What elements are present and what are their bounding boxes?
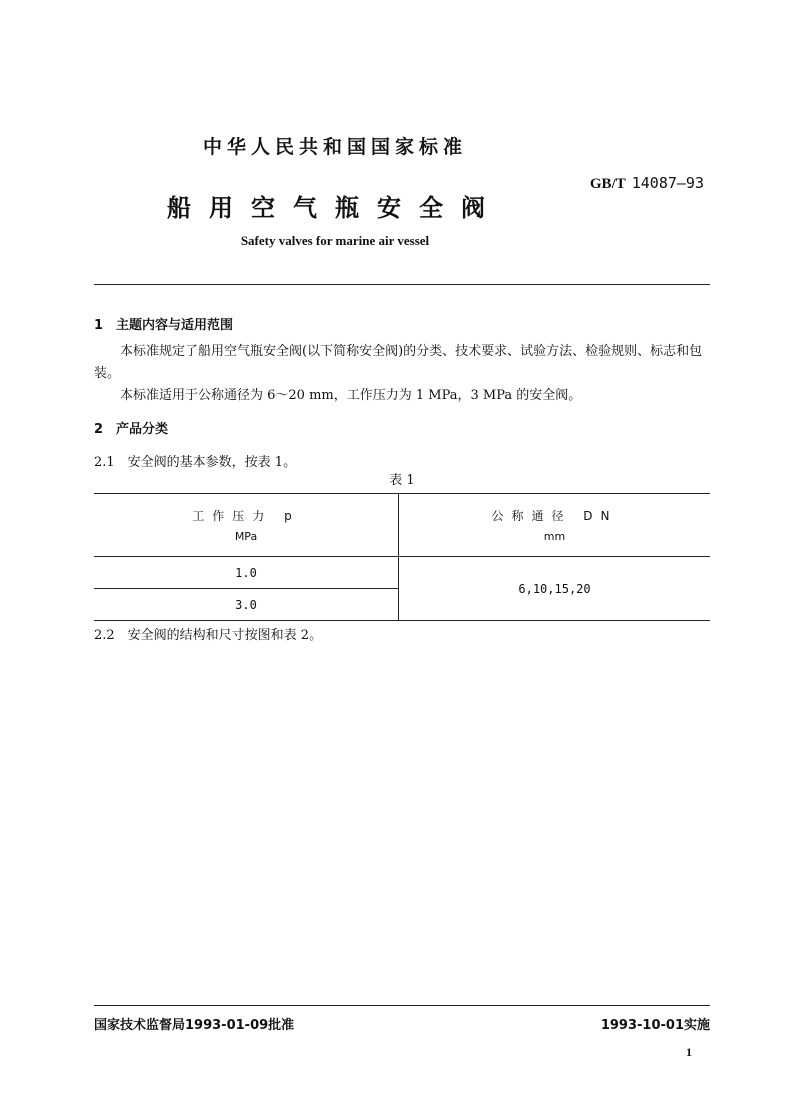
pressure-value: 1.0	[94, 557, 399, 589]
pressure-unit: MPa	[234, 530, 258, 543]
standard-code: 14087—93	[631, 174, 704, 192]
section-1-paragraph-2: 本标准适用于公称通径为 6～20 mm，工作压力为 1 MPa，3 MPa 的安全阀。	[120, 388, 582, 403]
standard-prefix: GB/T	[589, 176, 626, 192]
section-1-heading: 1 主题内容与适用范围	[94, 318, 234, 333]
table-header-pressure	[94, 494, 399, 557]
section-2-heading: 2 产品分类	[94, 422, 169, 437]
document-title-english: Safety valves for marine air vessel	[240, 233, 430, 248]
table-1-caption: 表 1	[389, 473, 415, 488]
footer-rule	[94, 1005, 710, 1006]
approval-date: 国家技术监督局1993-01-09批准	[94, 1018, 295, 1033]
diameter-header-label: 公称通径 DN	[491, 509, 618, 523]
pressure-header-label: 工作压力 p	[192, 509, 300, 523]
section-2-2: 2.2 安全阀的结构和尺寸按图和表 2。	[94, 628, 323, 643]
section-2-1: 2.1 安全阀的基本参数，按表 1。	[94, 455, 297, 470]
diameter-unit: mm	[543, 530, 566, 543]
page-number: 1	[686, 1045, 692, 1059]
pressure-value: 3.0	[94, 589, 399, 621]
national-standard-heading: 中华人民共和国国家标准	[202, 136, 467, 158]
document-title: 船用空气瓶安全阀	[167, 194, 503, 222]
table-header-diameter	[399, 494, 711, 557]
section-1-paragraph-1: 本标准规定了船用空气瓶安全阀(以下简称安全阀)的分类、技术要求、试验方法、检验规则、标志和包装。	[94, 344, 703, 381]
header-rule	[94, 284, 710, 285]
effective-date: 1993-10-01实施	[600, 1018, 710, 1033]
diameter-values: 6,10,15,20	[399, 557, 711, 621]
table-row	[94, 557, 710, 589]
table-1	[94, 493, 710, 621]
